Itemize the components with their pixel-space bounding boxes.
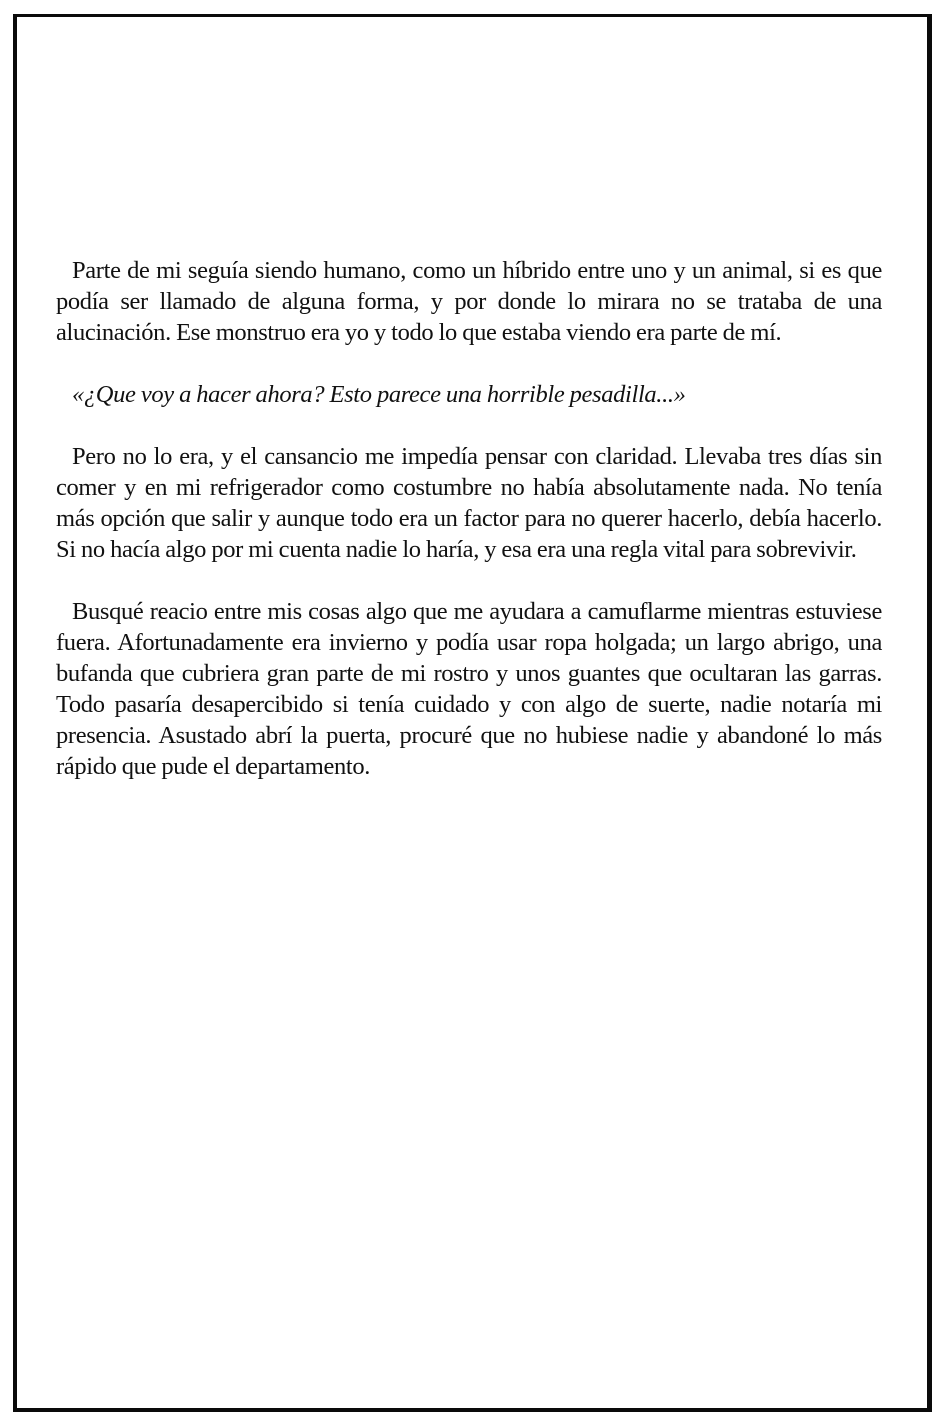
page-body-text [56, 255, 882, 813]
paragraph-4: Busqué reacio entre mis cosas algo que me ayudara a camuflarme mientras estuviese fuera. Afortunadamente era invierno y podía usar ropa holgada; un largo abrigo, una bufanda que cubriera gran parte de mi rostro y unos guantes que ocultaran las garras. Todo pasaría desapercibido si tenía cuidado y con algo de suerte, nadie notaría mi presencia. Asustado abrí la puerta, procuré que no hubiese nadie y abandoné lo más rápido que pude el departamento. [56, 598, 882, 780]
paragraph-1: Parte de mi seguía siendo humano, como un híbrido entre uno y un animal, si es que podía ser llamado de alguna forma, y por donde lo mirara no se trataba de una alucinación. Ese monstruo era yo y todo lo que estaba viendo era parte de mí. [56, 257, 882, 346]
paragraph-2-inner-thought: «¿Que voy a hacer ahora? Esto parece una horrible pesadilla...» [72, 381, 686, 408]
paragraph-3: Pero no lo era, y el cansancio me impedía pensar con claridad. Llevaba tres días sin comer y en mi refrigerador como costumbre no había absolutamente nada. No tenía más opción que salir y aunque todo era un factor para no querer hacerlo, debía hacerlo. Si no hacía algo por mi cuenta nadie lo haría, y esa era una regla vital para sobrevivir. [56, 443, 882, 563]
